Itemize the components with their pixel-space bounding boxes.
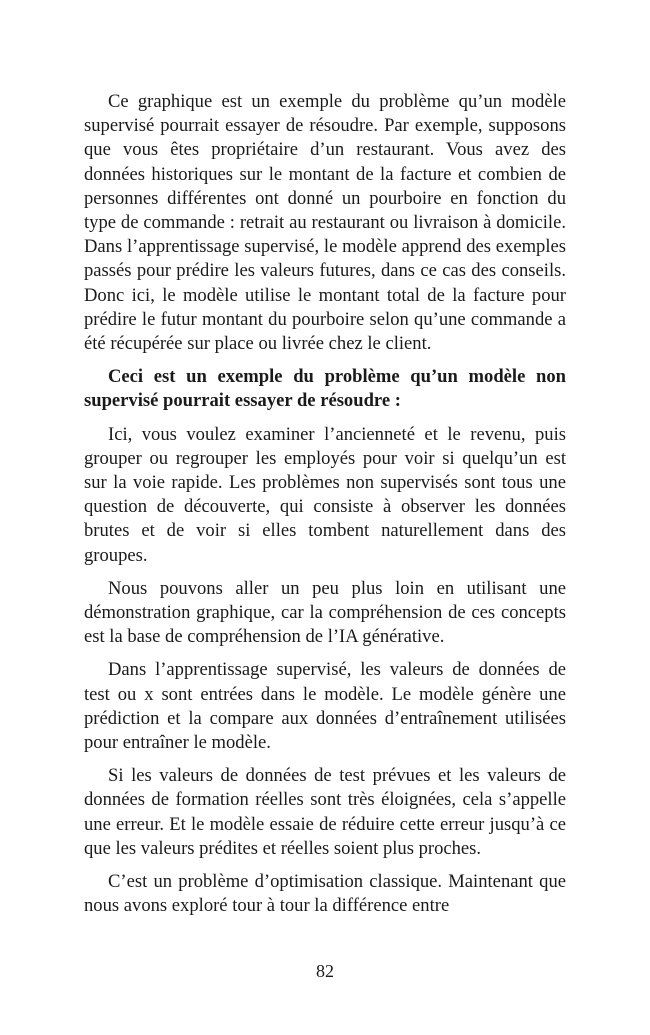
page-body [84, 90, 566, 928]
page-number: 82 [316, 961, 334, 981]
paragraph: Si les valeurs de données de test prévues et les valeurs de données de formation réelles sont très éloignées, cela s’appelle une erreur. Et le modèle essaie de réduire cette erreur jusqu’à ce que les valeurs prédites et réelles soient plus proches. [84, 765, 566, 859]
bold-paragraph: Ceci est un exemple du problème qu’un modèle non supervisé pourrait essayer de résoudre : [84, 366, 566, 412]
paragraph: Dans l’apprentissage supervisé, les valeurs de données de test ou x sont entrées dans le modèle. Le modèle génère une prédiction et la compare aux données d’entraînement utilisées pour entraîner le modèle. [84, 659, 566, 754]
paragraph: Nous pouvons aller un peu plus loin en utilisant une démonstration graphique, car la compréhension de ces concepts est la base de compréhension de l’IA générative. [84, 577, 566, 648]
paragraph: Ce graphique est un exemple du problème qu’un modèle supervisé pourrait essayer de résoudre. Par exemple, supposons que vous êtes propriétaire d’un restaurant. Vous avez des données historiques sur le montant de la facture et combien de personnes différentes ont donné un pourboire en fonction du type de commande : retrait au restaurant ou livraison à domicile. Dans l’apprentissage supervisé, le modèle apprend des exemples passés pour prédire les valeurs futures, dans ce cas des conseils. Donc ici, le modèle utilise le montant total de la facture pour prédire le futur montant du pourboire selon qu’une commande a été récupérée sur place ou livrée chez le client. [84, 91, 566, 355]
paragraph: Ici, vous voulez examiner l’ancienneté et le revenu, puis grouper ou regrouper les employés pour voir si quelqu’un est sur la voie rapide. Les problèmes non supervisés sont tous une question de découverte, qui consiste à observer les données brutes et de voir si elles tombent naturellement dans des groupes. [84, 423, 566, 566]
paragraph: C’est un problème d’optimisation classique. Maintenant que nous avons exploré tour à tour la différence entre [84, 871, 566, 917]
